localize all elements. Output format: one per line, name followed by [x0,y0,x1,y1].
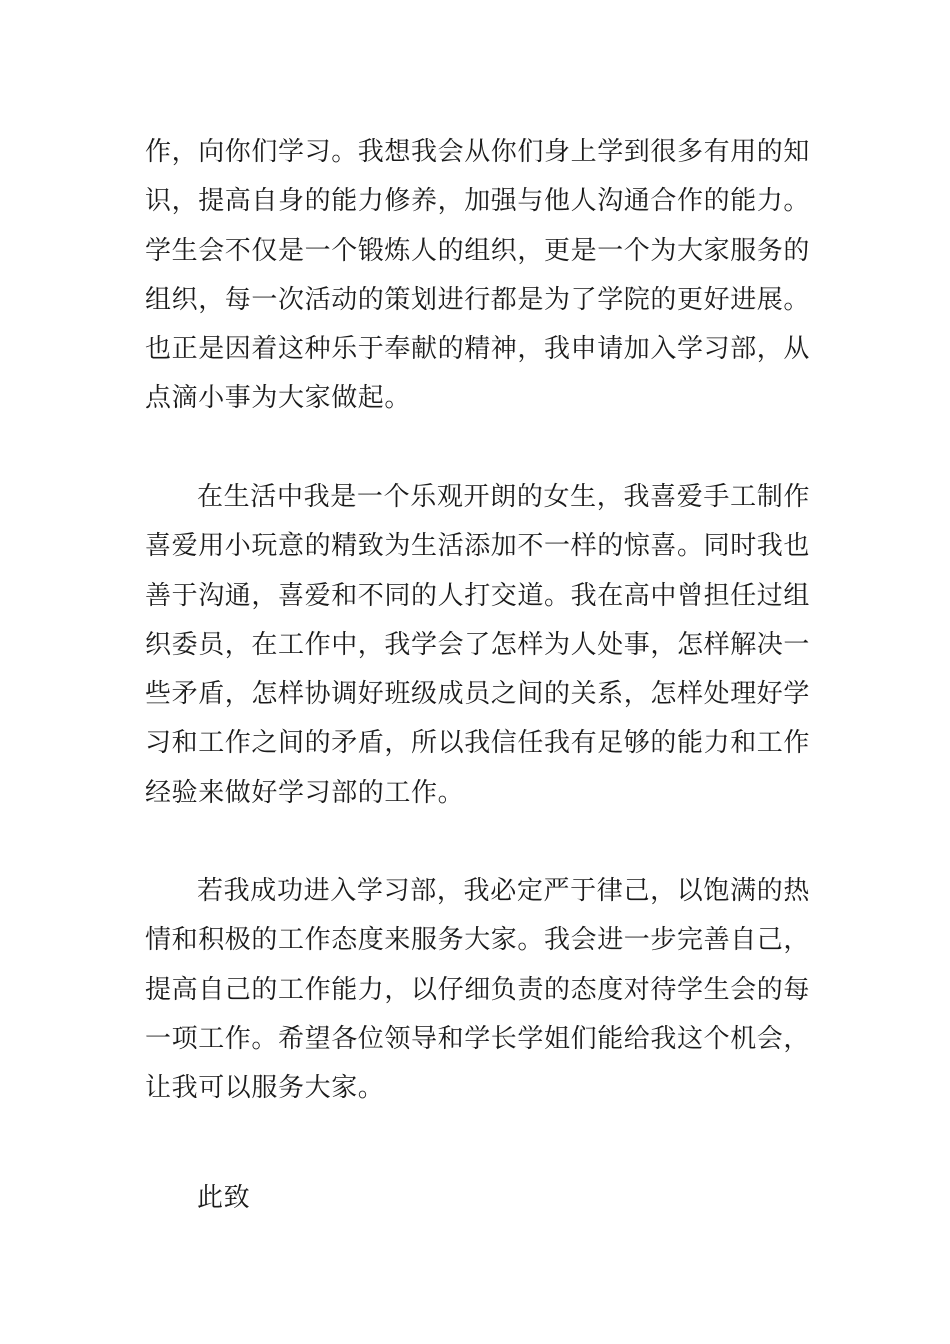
paragraph-continuation [145,128,810,424]
paragraph-commitment [145,867,810,1113]
paragraph-2: 在生活中我是一个乐观开朗的女生，我喜爱手工制作喜爱用小玩意的精致为生活添加不一样的惊喜。同时我也善于沟通，喜爱和不同的人打交道。我在高中曾担任过组织委员，在工作中，我学会了怎样为人处事，怎样解决一些矛盾，怎样协调好班级成员之间的关系，怎样处理好学习和工作之间的矛盾，所以我信任我有足够的能力和工作经验来做好学习部的工作。 [145,482,811,808]
closing-salutation: 此致 [197,1183,251,1213]
paragraph-1: 作，向你们学习。我想我会从你们身上学到很多有用的知识，提高自身的能力修养，加强与他人沟通合作的能力。学生会不仅是一个锻炼人的组织，更是一个为大家服务的组织，每一次活动的策划进行都是为了学院的更好进展。也正是因着这种乐于奉献的精神，我申请加入学习部，从点滴小事为大家做起。 [145,137,811,414]
paragraph-personal [145,473,810,818]
paragraph-3: 若我成功进入学习部，我必定严于律己，以饱满的热情和积极的工作态度来服务大家。我会进一步完善自己，提高自己的工作能力，以仔细负责的态度对待学生会的每一项工作。希望各位领导和学长学姐们能给我这个机会，让我可以服务大家。 [145,876,811,1104]
